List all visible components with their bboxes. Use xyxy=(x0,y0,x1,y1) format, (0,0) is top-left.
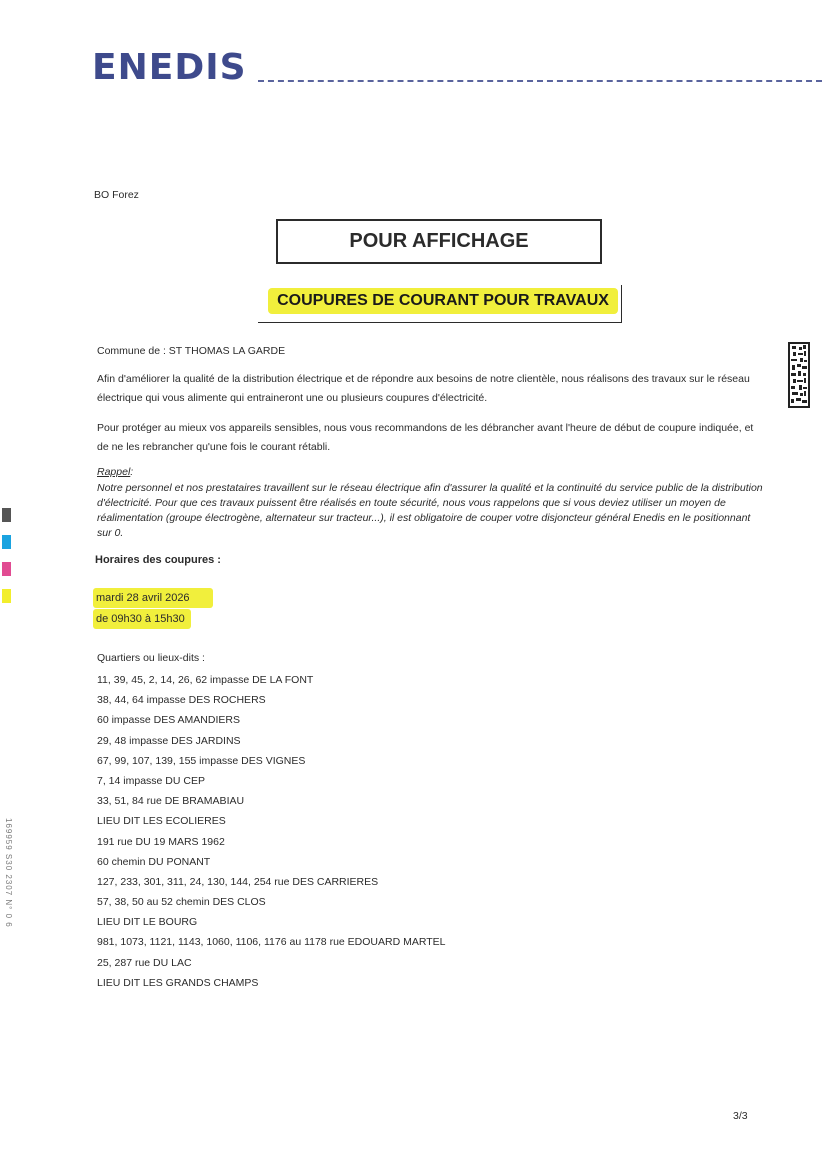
color-swatch-magenta xyxy=(2,562,11,576)
schedule-heading: Horaires des coupures : xyxy=(95,554,221,566)
list-item: LIEU DIT LES GRANDS CHAMPS xyxy=(97,976,259,989)
commune-line: Commune de : ST THOMAS LA GARDE xyxy=(97,345,286,357)
list-item: 38, 44, 64 impasse DES ROCHERS xyxy=(97,694,266,707)
advice-paragraph: Pour protéger au mieux vos appareils sensibles, nous vous recommandons de les débrancher avant l'heure de début de coupure indiquée, et de ne les rebrancher qu'une fois le courant rétabli. xyxy=(97,422,754,453)
rappel-body: Notre personnel et nos prestataires travaillent sur le réseau électrique afin d'assurer la qualité et la continuité du service public de la distribution d'électricité. Pour que ces travaux puissent être réalisés en toute sécurité, nous vous rappelons que si vous deviez utiliser un moyen de réalimentation (groupe électrogène, alternateur sur tracteur...), il est obligatoire de couper votre disjoncteur général Enedis en le positionnant sur 0. xyxy=(97,482,763,539)
rappel-colon: : xyxy=(130,466,134,478)
list-item: LIEU DIT LE BOURG xyxy=(97,916,198,929)
page-title: POUR AFFICHAGE xyxy=(349,230,529,252)
intro-paragraph: Afin d'améliorer la qualité de la distribution électrique et de répondre aux besoins de notre clientèle, nous réalisons des travaux sur le réseau électrique qui vous alimente qui entraineront une ou plusieurs coupures d'électricité. xyxy=(97,373,750,404)
outage-date: mardi 28 avril 2026 xyxy=(96,592,190,604)
list-item: 60 impasse DES AMANDIERS xyxy=(97,714,240,727)
list-item: 7, 14 impasse DU CEP xyxy=(97,774,205,787)
list-item: 25, 287 rue DU LAC xyxy=(97,956,192,969)
list-item: 127, 233, 301, 311, 24, 130, 144, 254 rue DES CARRIERES xyxy=(97,875,379,888)
header-divider xyxy=(258,80,822,82)
list-item: 29, 48 impasse DES JARDINS xyxy=(97,734,241,747)
places-heading: Quartiers ou lieux-dits : xyxy=(97,652,205,664)
list-item: 981, 1073, 1121, 1143, 1060, 1106, 1176 au 1178 rue EDOUARD MARTEL xyxy=(97,936,446,949)
list-item: 57, 38, 50 au 52 chemin DES CLOS xyxy=(97,896,266,909)
page-number: 3/3 xyxy=(733,1110,748,1122)
list-item: 11, 39, 45, 2, 14, 26, 62 impasse DE LA FONT xyxy=(97,674,314,686)
list-item: 67, 99, 107, 139, 155 impasse DES VIGNES xyxy=(97,754,306,767)
subtitle: COUPURES DE COURANT POUR TRAVAUX xyxy=(277,292,609,309)
rappel-heading xyxy=(97,466,133,478)
rappel-label: Rappel xyxy=(97,466,131,478)
color-swatch-yellow xyxy=(2,589,11,603)
matrix-code-icon xyxy=(788,342,810,408)
outage-time: de 09h30 à 15h30 xyxy=(96,613,185,625)
list-item: 33, 51, 84 rue DE BRAMABIAU xyxy=(97,795,245,808)
enedis-logo xyxy=(92,48,252,88)
color-swatch-black xyxy=(2,508,11,522)
color-swatch-cyan xyxy=(2,535,11,549)
list-item: 60 chemin DU PONANT xyxy=(97,855,211,868)
list-item: 191 rue DU 19 MARS 1962 xyxy=(97,835,225,848)
title-box xyxy=(276,219,602,264)
margin-code: 169959 S30 2307 N° 0 6 xyxy=(4,818,13,928)
places-list xyxy=(97,670,445,993)
list-item: LIEU DIT LES ECOLIERES xyxy=(97,815,226,828)
logo-text: ENEDIS xyxy=(92,47,247,88)
sender-label: BO Forez xyxy=(94,189,139,201)
